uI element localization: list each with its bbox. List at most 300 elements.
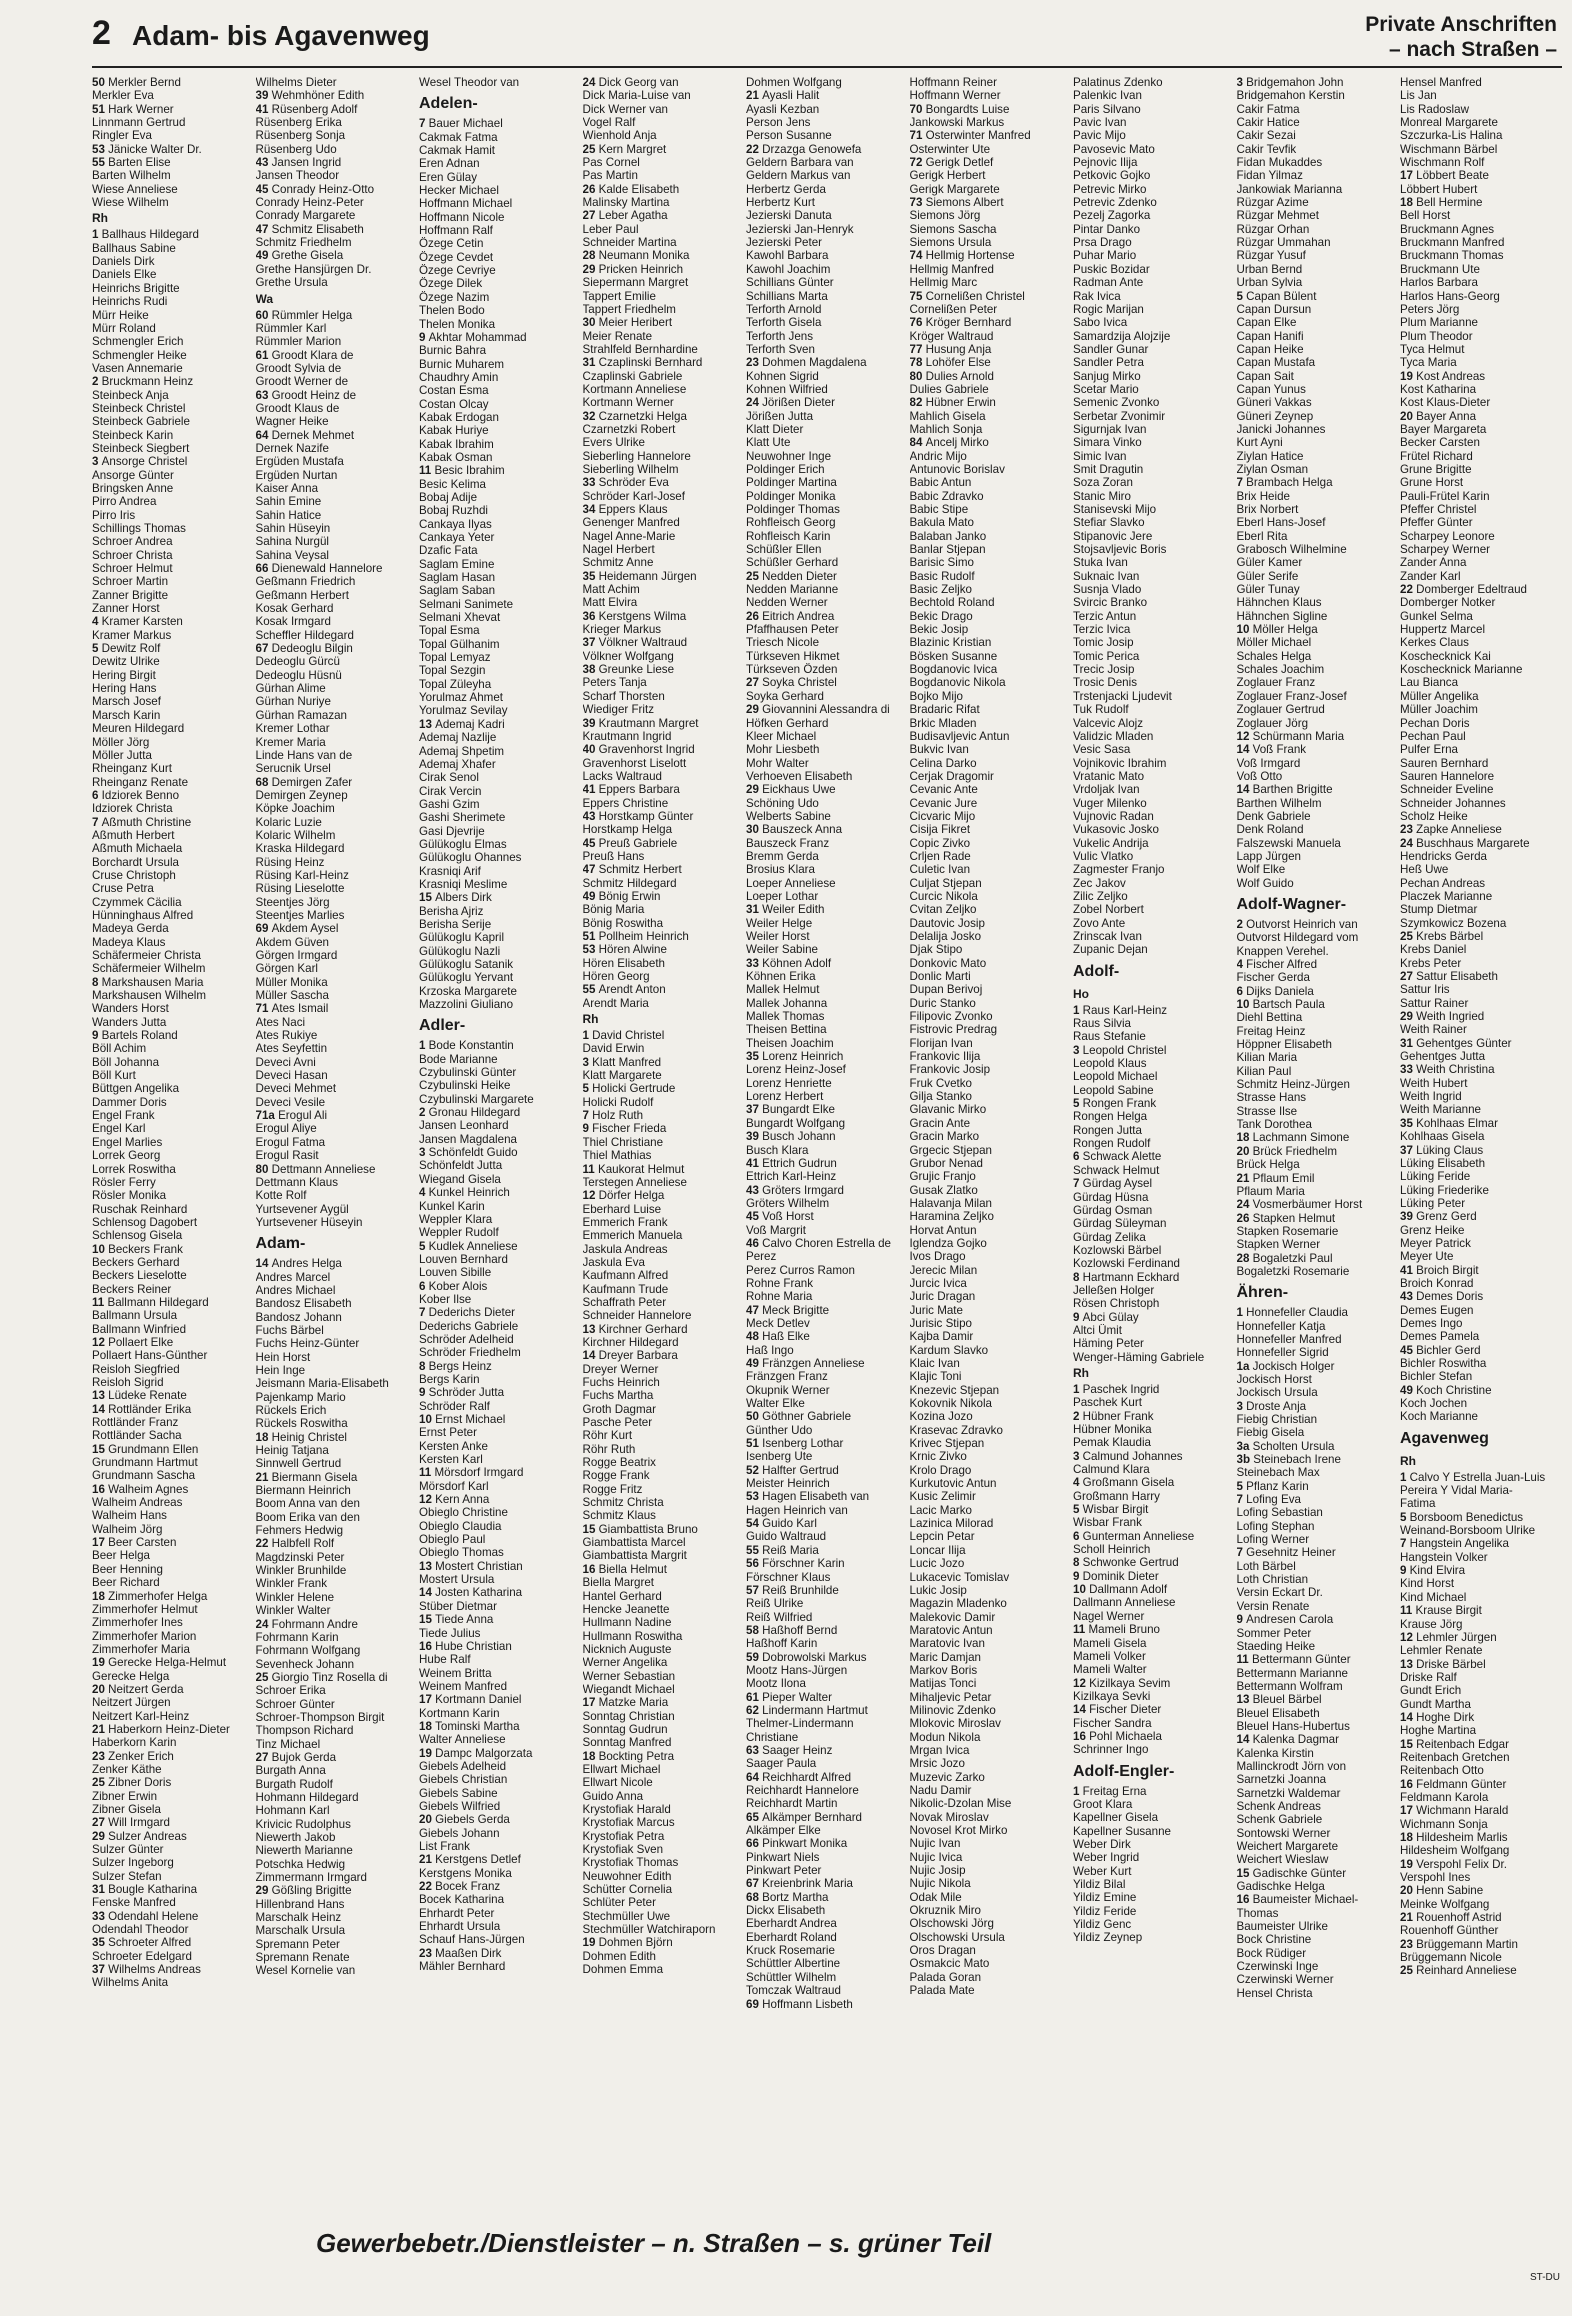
resident-entry: Antunovic Borislav	[909, 462, 1005, 476]
resident-entry: Demes Ingo	[1400, 1316, 1463, 1330]
resident-entry: 27 Bujok Gerda	[255, 1750, 337, 1764]
resident-entry: Groodt Klaus de	[255, 401, 340, 415]
resident-entry: Hagen Heinrich van	[746, 1503, 848, 1517]
resident-entry: Bruckmann Ute	[1400, 262, 1480, 276]
house-number: 35	[1400, 1116, 1417, 1130]
resident-entry: Reitenbach Gretchen	[1400, 1750, 1510, 1764]
house-number: 29	[1400, 1010, 1417, 1024]
house-number: 6	[1073, 1150, 1083, 1164]
resident-entry: Winkler Helene	[255, 1590, 335, 1604]
house-number: 2	[1073, 1409, 1083, 1423]
resident-entry: Prsa Drago	[1073, 236, 1132, 250]
resident-entry: Gülükoglu Nazli	[419, 944, 501, 958]
resident-entry: Kosak Gerhard	[255, 602, 334, 616]
resident-entry: 33 Odendahl Helene	[92, 1909, 199, 1923]
house-number: 10	[92, 1242, 109, 1256]
house-number: 15	[92, 1442, 109, 1456]
resident-entry: Erogul Rasit	[255, 1149, 319, 1163]
house-number: 9	[419, 330, 429, 344]
resident-entry: Bönig Roswitha	[582, 916, 664, 930]
resident-entry: Dohmen Edith	[582, 1949, 656, 1963]
resident-entry: Mrsic Jozo	[909, 1757, 965, 1771]
resident-entry: Meier Renate	[582, 329, 653, 343]
resident-entry: Wolf Elke	[1236, 863, 1286, 877]
resident-entry: Dulies Gabriele	[909, 382, 989, 396]
resident-entry: 41 Eppers Barbara	[582, 783, 680, 797]
resident-entry: Kurkutovic Antun	[909, 1477, 997, 1491]
resident-entry: Niewerth Marianne	[255, 1844, 353, 1858]
resident-entry: Kruck Rosemarie	[746, 1944, 835, 1958]
resident-entry: Kozlowski Ferdinand	[1073, 1257, 1180, 1271]
resident-entry: Schroer Erika	[255, 1684, 326, 1698]
resident-entry: Pechan Paul	[1400, 729, 1466, 743]
house-number: 7	[1400, 1537, 1410, 1551]
resident-entry: Mohr Walter	[746, 756, 809, 770]
house-number: 1	[1073, 1003, 1083, 1017]
resident-entry: Gracin Marko	[909, 1130, 980, 1144]
resident-entry: Tomic Josip	[1073, 636, 1134, 650]
resident-entry: Krystofiak Petra	[582, 1829, 665, 1843]
resident-entry: Steinebach Max	[1236, 1466, 1320, 1480]
house-number: 8	[419, 1359, 429, 1373]
resident-entry: Sonntag Manfred	[582, 1736, 672, 1750]
house-number: 47	[582, 863, 599, 877]
resident-entry: Bleuel Hans-Hubertus	[1236, 1719, 1350, 1733]
resident-entry: Ellwart Nicole	[582, 1776, 653, 1790]
house-number: 82	[909, 396, 926, 410]
resident-entry: Walheim Jörg	[92, 1522, 163, 1536]
resident-entry: Selmani Xhevat	[419, 611, 501, 625]
resident-entry: Babic Antun	[909, 476, 972, 490]
resident-entry: Bringsken Anne	[92, 481, 174, 495]
resident-entry: Jerecic Milan	[909, 1263, 978, 1277]
resident-entry: 11 Kaukorat Helmut	[582, 1162, 685, 1176]
resident-entry: Andres Michael	[255, 1283, 336, 1297]
resident-entry: Boom Anna van den	[255, 1497, 360, 1511]
resident-entry: Walter Elke	[746, 1397, 805, 1411]
resident-entry: Türkseven Özden	[746, 663, 838, 677]
directory-column	[1400, 76, 1560, 2204]
resident-entry: Yildiz Feride	[1073, 1904, 1137, 1918]
resident-entry: Siemons Sascha	[909, 222, 997, 236]
resident-entry: 57 Reiß Brunhilde	[746, 1583, 839, 1597]
resident-entry: Fränzgen Franz	[746, 1370, 828, 1384]
resident-entry: Eberhardt Roland	[746, 1930, 837, 1944]
resident-entry: Lorrek Georg	[92, 1149, 161, 1163]
resident-entry: 64 Reichhardt Alfred	[746, 1770, 852, 1784]
resident-entry: Grethe Ursula	[255, 276, 328, 290]
resident-entry: Herbertz Gerda	[746, 182, 826, 196]
resident-entry: Fenske Manfred	[92, 1896, 176, 1910]
resident-entry: Tyca Helmut	[1400, 342, 1465, 356]
house-number: 56	[746, 1557, 763, 1571]
resident-entry: 21 Rouenhoff Astrid	[1400, 1911, 1502, 1925]
resident-entry: Höfken Gerhard	[746, 716, 829, 730]
resident-entry: Ates Rukiye	[255, 1029, 318, 1043]
house-number: 25	[255, 1670, 272, 1684]
resident-entry: Urban Bernd	[1236, 262, 1303, 276]
resident-entry: Schenk Andreas	[1236, 1799, 1321, 1813]
resident-entry: Muzevic Zarko	[909, 1770, 985, 1784]
resident-entry: Kardum Slavko	[909, 1343, 989, 1357]
house-number: 71a	[255, 1109, 279, 1123]
resident-entry: Schmitz Hildegard	[582, 876, 677, 890]
resident-entry: Schroer Christa	[92, 548, 173, 562]
house-number: 19	[92, 1656, 109, 1670]
house-number: 16	[582, 1562, 599, 1576]
house-number: 64	[255, 428, 272, 442]
resident-entry: Ziylan Hatice	[1236, 449, 1304, 463]
resident-entry: Bojko Mijo	[909, 689, 963, 703]
resident-entry: Steinbeck Karin	[92, 428, 174, 442]
resident-entry: Krivec Stjepan	[909, 1437, 985, 1451]
resident-entry: 25 Kern Margret	[582, 142, 667, 156]
resident-entry: 1 Freitag Erna	[1073, 1784, 1147, 1798]
resident-entry: List Frank	[419, 1840, 470, 1853]
resident-entry: Linnmann Gertrud	[92, 116, 186, 130]
house-number: 9	[1236, 1613, 1247, 1627]
resident-entry: Steinbeck Gabriele	[92, 415, 190, 429]
district-heading: Ho	[1073, 986, 1089, 1001]
resident-entry: 17 Beer Carsten	[92, 1536, 177, 1550]
resident-entry: Strahlfeld Bernhardine	[582, 342, 698, 356]
resident-entry: Bogaletzki Rosemarie	[1236, 1264, 1350, 1278]
resident-entry: Simic Ivan	[1073, 449, 1127, 463]
resident-entry: Bettermann Marianne	[1236, 1666, 1348, 1680]
resident-entry: Poldinger Monika	[746, 489, 836, 503]
resident-entry: Staeding Heike	[1236, 1639, 1316, 1653]
resident-entry: Suknaic Ivan	[1073, 569, 1140, 583]
resident-entry: Schüßler Gerhard	[746, 556, 839, 570]
resident-entry: Eberl Rita	[1236, 529, 1288, 543]
resident-entry: Güler Kamer	[1236, 556, 1303, 570]
resident-entry: Brix Norbert	[1236, 503, 1299, 516]
resident-entry: Burnic Bahra	[419, 344, 487, 358]
resident-entry: Rösler Ferry	[92, 1175, 156, 1189]
resident-entry: Krystofiak Sven	[582, 1843, 664, 1857]
house-number: 15	[1236, 1866, 1253, 1880]
house-number: 17	[419, 1693, 436, 1707]
resident-entry: Nujic Josip	[909, 1864, 966, 1878]
resident-entry: 71 Osterwinter Manfred	[909, 129, 1031, 143]
resident-entry: Haß Ingo	[746, 1343, 794, 1357]
resident-entry: 69 Akdem Aysel	[255, 922, 339, 936]
house-number: 20	[1236, 1144, 1253, 1158]
resident-entry: Scharpey Werner	[1400, 543, 1490, 557]
resident-entry: Hähnchen Klaus	[1236, 596, 1322, 610]
resident-entry: 23 Zenker Erich	[92, 1749, 174, 1763]
resident-entry: Schönfeldt Jutta	[419, 1159, 503, 1173]
resident-entry: Nadu Damir	[909, 1784, 972, 1797]
house-number: 9	[419, 1386, 429, 1400]
house-number: 24	[255, 1617, 272, 1631]
resident-entry: Saager Paula	[746, 1757, 817, 1771]
house-number: 74	[909, 249, 926, 263]
house-number: 23	[1400, 823, 1417, 837]
house-number: 18	[1236, 1131, 1253, 1145]
resident-entry: 14 Hoghe Dirk	[1400, 1710, 1475, 1724]
resident-entry: Andres Marcel	[255, 1270, 331, 1284]
resident-entry: Giambattista Margrit	[582, 1549, 687, 1563]
resident-entry: Odendahl Theodor	[92, 1923, 189, 1937]
resident-entry: Thelen Monika	[419, 317, 496, 331]
page-code: ST-DU	[1530, 2272, 1560, 2283]
resident-entry: Harlos Hans-Georg	[1400, 289, 1500, 303]
resident-entry: 66 Pinkwart Monika	[746, 1837, 848, 1851]
directory-column	[419, 76, 579, 2204]
resident-entry: Rohne Frank	[746, 1276, 814, 1290]
resident-entry: Jurcic Ivica	[909, 1276, 967, 1290]
house-number: 33	[582, 476, 599, 490]
resident-entry: 5 Rongen Frank	[1073, 1097, 1157, 1111]
house-number: 57	[746, 1583, 763, 1597]
resident-entry: 27 Soyka Christel	[746, 676, 837, 690]
resident-entry: 35 Heidemann Jürgen	[582, 569, 697, 583]
resident-entry: Stechmüller Watchiraporn	[582, 1923, 716, 1937]
resident-entry: Beer Helga	[92, 1549, 151, 1563]
resident-entry: Beckers Lieselotte	[92, 1269, 187, 1283]
house-number: 70	[909, 102, 926, 116]
resident-entry: Emmerich Frank	[582, 1215, 668, 1229]
resident-entry: 15 Reitenbach Edgar	[1400, 1737, 1509, 1751]
resident-entry: Jaskula Andreas	[582, 1242, 668, 1256]
resident-entry: Baumeister Ulrike	[1236, 1920, 1328, 1934]
resident-entry: Sommer Peter	[1236, 1626, 1312, 1640]
resident-entry: 26 Kalde Elisabeth	[582, 182, 680, 196]
resident-entry: Sonntag Christian	[582, 1709, 675, 1723]
resident-entry: Czarnetzki Robert	[582, 422, 676, 436]
resident-entry: Pechan Andreas	[1400, 876, 1486, 890]
resident-entry: 11 Krause Birgit	[1400, 1604, 1482, 1618]
house-number: 60	[255, 308, 272, 322]
resident-entry: 13 Lüdeke Renate	[92, 1389, 187, 1403]
resident-entry: Güler Tunay	[1236, 583, 1300, 597]
resident-entry: Bogdanovic Nikola	[909, 676, 1006, 690]
resident-entry: 76 Kröger Bernhard	[909, 316, 1012, 330]
resident-entry: Bichler Roswitha	[1400, 1357, 1487, 1370]
resident-entry: 29 Weith Ingried	[1400, 1010, 1485, 1024]
resident-entry: 39 Wehmhöner Edith	[255, 89, 365, 103]
resident-entry: Vujnovic Radan	[1073, 809, 1154, 823]
resident-entry: 53 Hagen Elisabeth van	[746, 1490, 870, 1504]
resident-entry: Kolaric Luzie	[255, 815, 322, 829]
resident-entry: Groodt Werner de	[255, 375, 349, 389]
resident-entry: Frankovic Ilija	[909, 1050, 981, 1064]
resident-entry: Eberhardt Andrea	[746, 1917, 837, 1931]
resident-entry: Hören Georg	[582, 970, 650, 984]
resident-entry: Grundmann Sascha	[92, 1469, 196, 1483]
resident-entry: 18 Hildesheim Marlis	[1400, 1831, 1508, 1844]
resident-entry: Krnic Zivko	[909, 1450, 967, 1464]
resident-entry: Cirak Vercin	[419, 784, 482, 798]
resident-entry: 63 Groodt Heinz de	[255, 388, 357, 402]
resident-entry: Walheim Hans	[92, 1509, 167, 1523]
resident-entry: Schroer Martin	[92, 575, 169, 589]
resident-entry: Pirro Andrea	[92, 495, 157, 509]
resident-entry: Scharf Thorsten	[582, 689, 665, 703]
resident-entry: Hellmig Manfred	[909, 262, 994, 276]
resident-entry: 14 Fischer Dieter	[1073, 1703, 1162, 1717]
resident-entry: Ates Naci	[255, 1015, 306, 1029]
resident-entry: Gashi Sherimete	[419, 811, 506, 825]
resident-entry: Evers Ulrike	[582, 436, 645, 450]
house-number: 38	[582, 663, 599, 677]
resident-entry: Leopold Klaus	[1073, 1057, 1147, 1071]
resident-entry: Bettermann Wolfram	[1236, 1679, 1343, 1693]
resident-entry: Schröder Friedhelm	[419, 1346, 521, 1360]
resident-entry: Zovo Ante	[1073, 916, 1126, 930]
house-number: 1	[1073, 1784, 1083, 1798]
resident-entry: Schmengler Heike	[92, 348, 187, 362]
resident-entry: 31 Czaplinski Bernhard	[582, 356, 703, 370]
resident-entry: Koch Marianne	[1400, 1410, 1478, 1424]
resident-entry: Hoffmann Nicole	[419, 210, 505, 224]
house-number: 23	[419, 1946, 436, 1960]
resident-entry: 13 Ademaj Kadri	[419, 717, 505, 731]
house-number: 7	[1236, 1546, 1247, 1560]
resident-entry: Cakir Hatice	[1236, 116, 1300, 130]
resident-entry: 18 Zimmerhofer Helga	[92, 1589, 208, 1603]
resident-entry: Ellwart Michael	[582, 1762, 661, 1776]
house-number: 14	[1400, 1710, 1417, 1724]
resident-entry: Jansen Magdalena	[419, 1132, 517, 1146]
resident-entry: Ademaj Xhafer	[419, 757, 496, 771]
resident-entry: Babic Stipe	[909, 503, 969, 516]
resident-entry: Perez	[746, 1250, 777, 1264]
resident-entry: 29 Gößling Brigitte	[255, 1884, 352, 1898]
resident-entry: 12 Lehmler Jürgen	[1400, 1630, 1497, 1644]
house-number: 33	[1400, 1063, 1417, 1077]
resident-entry: Dautovic Josip	[909, 916, 985, 930]
resident-entry: Krolo Drago	[909, 1463, 972, 1477]
resident-entry: Zibner Erwin	[92, 1789, 158, 1803]
house-number: 21	[1236, 1171, 1253, 1185]
resident-entry: Pas Cornel	[582, 156, 640, 170]
resident-entry: 55 Barten Elise	[92, 156, 171, 170]
resident-entry: Jezierski Danuta	[746, 209, 832, 223]
house-number: 5	[1236, 1479, 1247, 1493]
resident-entry: 49 Koch Christine	[1400, 1383, 1492, 1397]
resident-entry: Cornelißen Peter	[909, 302, 998, 316]
house-number: 63	[255, 388, 272, 402]
resident-entry: Czybulinski Günter	[419, 1066, 517, 1080]
resident-entry: Plum Theodor	[1400, 329, 1473, 343]
resident-entry: 25 Giorgio Tinz Rosella di	[255, 1670, 388, 1684]
house-number: 27	[1400, 970, 1417, 984]
resident-entry: Loth Christian	[1236, 1573, 1309, 1587]
resident-entry: 5 Capan Bülent	[1236, 289, 1317, 303]
resident-entry: Heinrichs Rudi	[92, 295, 168, 309]
resident-entry: Schroer Andrea	[92, 535, 173, 549]
resident-entry: 49 Grethe Gisela	[255, 249, 344, 263]
house-number: 1	[582, 1029, 593, 1043]
resident-entry: Zimmerhofer Maria	[92, 1642, 190, 1656]
resident-entry: Kraska Hildegard	[255, 842, 345, 856]
resident-entry: Ayasli Kezban	[746, 102, 820, 116]
house-number: 16	[92, 1482, 109, 1496]
resident-entry: Kost Klaus-Dieter	[1400, 396, 1491, 410]
resident-entry: Rüsing Heinz	[255, 855, 325, 869]
resident-entry: Kusic Zelimir	[909, 1490, 976, 1504]
resident-entry: Reitenbach Otto	[1400, 1764, 1484, 1778]
resident-entry: Szymkowicz Bozena	[1400, 916, 1507, 930]
resident-entry: Pulfer Erna	[1400, 743, 1458, 757]
house-number: 72	[909, 156, 926, 170]
resident-entry: Loeper Anneliese	[746, 876, 836, 890]
resident-entry: Hellmig Marc	[909, 276, 978, 290]
house-number: 17	[1400, 169, 1417, 183]
house-number: 36	[582, 609, 599, 623]
resident-entry: Schöning Udo	[746, 796, 819, 810]
house-number: 24	[582, 76, 599, 89]
resident-entry: Wiese Wilhelm	[92, 196, 169, 210]
resident-entry: Pintar Danko	[1073, 222, 1141, 236]
resident-entry: 71 Ates Ismail	[255, 1002, 329, 1016]
house-number: 39	[582, 716, 599, 730]
resident-entry: 28 Bogaletzki Paul	[1236, 1251, 1333, 1265]
resident-entry: 14 Kalenka Dagmar	[1236, 1733, 1339, 1747]
house-number: 5	[582, 1082, 593, 1096]
house-number: 34	[582, 503, 599, 516]
resident-entry: 39 Krautmann Margret	[582, 716, 699, 730]
directory-column	[256, 76, 416, 2204]
resident-entry: Madeya Gerda	[92, 922, 169, 936]
resident-entry: 2 Bruckmann Heinz	[92, 375, 194, 389]
resident-entry: Pavic Ivan	[1073, 116, 1127, 130]
resident-entry: Capan Heike	[1236, 342, 1304, 356]
resident-entry: Jaskula Eva	[582, 1255, 646, 1269]
resident-entry: Kolaric Wilhelm	[255, 828, 336, 842]
resident-entry: 17 Matzke Maria	[582, 1696, 669, 1710]
resident-entry: Denk Roland	[1236, 823, 1304, 837]
header-rule	[92, 66, 1562, 68]
resident-entry: 4 Fischer Alfred	[1236, 958, 1318, 971]
resident-entry: Busch Klara	[746, 1143, 809, 1157]
resident-entry: Yurtsevener Aygül	[255, 1202, 349, 1216]
resident-entry: Neitzert Karl-Heinz	[92, 1709, 190, 1723]
resident-entry: Frankovic Josip	[909, 1063, 991, 1077]
resident-entry: Eberhard Luise	[582, 1202, 662, 1216]
resident-entry: Giebels Christian	[419, 1773, 508, 1787]
resident-entry: 39 Busch Johann	[746, 1130, 836, 1144]
resident-entry: 12 Kern Anna	[419, 1493, 490, 1507]
resident-entry: Kozina Jozo	[909, 1410, 973, 1424]
house-number: 67	[746, 1877, 763, 1891]
resident-entry: Versin Eckart Dr.	[1236, 1586, 1323, 1600]
resident-entry: Schmengler Erich	[92, 335, 184, 349]
resident-entry: Türkseven Hikmet	[746, 649, 840, 663]
resident-entry: Wilhelms Anita	[92, 1976, 169, 1990]
house-number: 16	[1400, 1777, 1417, 1791]
resident-entry: Krystofiak Thomas	[582, 1856, 679, 1870]
resident-entry: 20 Henn Sabine	[1400, 1884, 1484, 1898]
resident-entry: Schmitz Friedhelm	[255, 236, 352, 250]
resident-entry: Schenk Gabriele	[1236, 1813, 1323, 1827]
resident-entry: 61 Pieper Walter	[746, 1690, 832, 1704]
resident-entry: 1 Calvo Y Estrella Juan-Luis	[1400, 1470, 1546, 1484]
resident-entry: 31 Gehentges Günter	[1400, 1036, 1512, 1050]
resident-entry: Bobaj Ruzhdi	[419, 504, 488, 518]
resident-entry: Scholl Heinrich	[1073, 1543, 1151, 1557]
house-number: 61	[746, 1690, 763, 1704]
resident-entry: Stipanovic Jere	[1073, 529, 1153, 543]
resident-entry: Pinkwart Peter	[746, 1864, 822, 1878]
resident-entry: Schrinner Ingo	[1073, 1743, 1149, 1757]
resident-entry: Rohfleisch Karin	[746, 529, 831, 543]
resident-entry: 13 Bleuel Bärbel	[1236, 1693, 1322, 1707]
resident-entry: Odak Mile	[909, 1890, 962, 1904]
resident-entry: 40 Gravenhorst Ingrid	[582, 743, 695, 757]
